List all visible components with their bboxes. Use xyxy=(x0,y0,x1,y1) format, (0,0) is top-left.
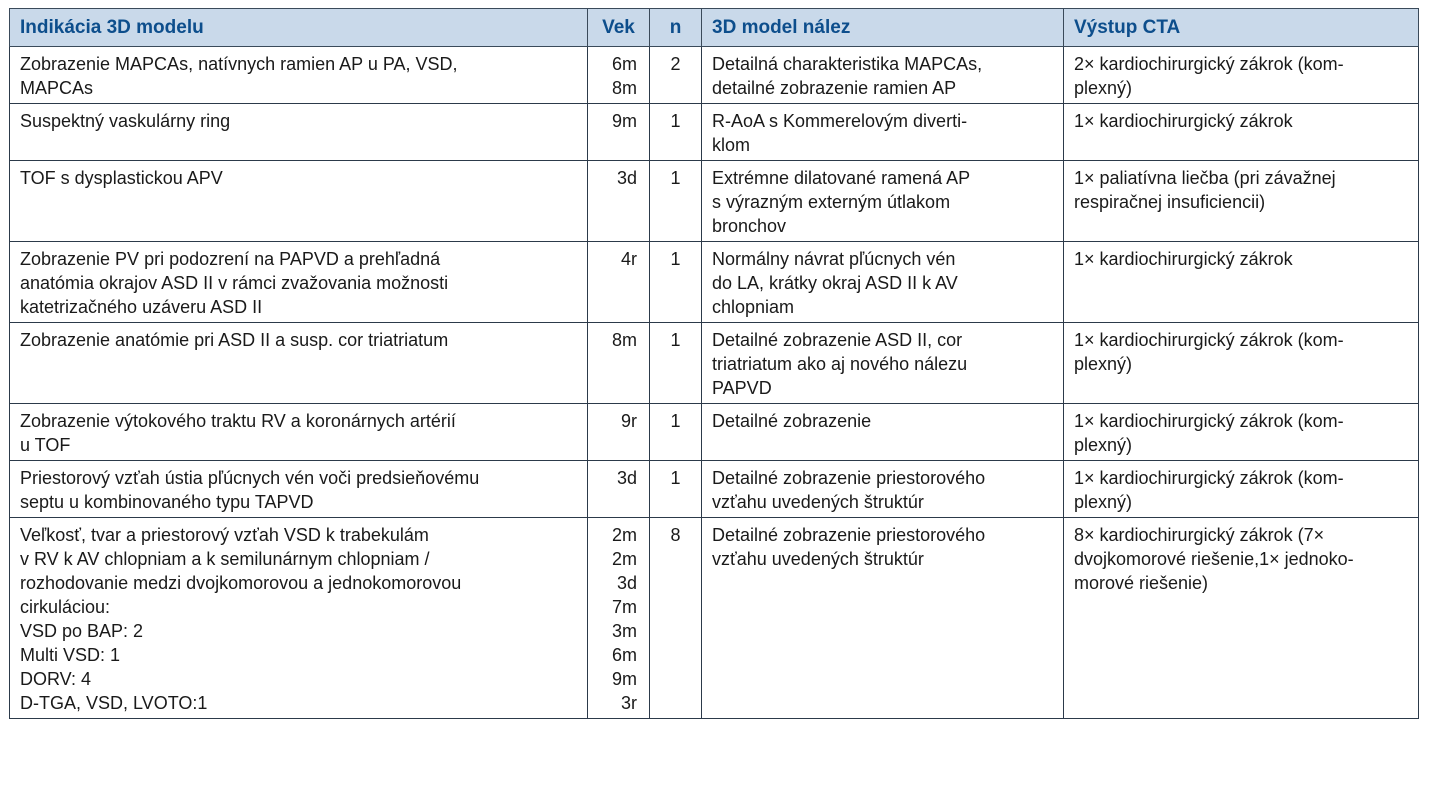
table-header xyxy=(10,9,1419,47)
count-cell: 1 xyxy=(650,161,702,242)
indication-cell-line: DORV: 4 xyxy=(20,669,92,689)
indication-cell-line: Zobrazenie anatómie pri ASD II a susp. cor triatriatum xyxy=(20,330,449,350)
finding-cell-line: Detailná charakteristika MAPCAs, xyxy=(712,54,983,74)
output-cell-line: morové riešenie) xyxy=(1074,573,1209,593)
age-cell xyxy=(588,161,650,242)
indication-cell-line: Zobrazenie MAPCAs, natívnych ramien AP u PA, VSD, xyxy=(20,54,458,74)
age-cell-line: 3d xyxy=(616,468,637,488)
finding-cell-line: Detailné zobrazenie xyxy=(712,411,872,431)
indication-cell-line: D-TGA, VSD, LVOTO:1 xyxy=(20,693,208,713)
indication-cell xyxy=(10,323,588,404)
indication-cell xyxy=(10,404,588,461)
finding-cell xyxy=(702,161,1064,242)
output-cell xyxy=(1064,104,1419,161)
output-cell-line: 1× kardiochirurgický zákrok (kom- xyxy=(1074,411,1344,431)
output-cell-line: plexný) xyxy=(1074,492,1133,512)
header-count: n xyxy=(650,9,702,47)
age-cell-line: 9m xyxy=(611,111,637,131)
indication-cell-line: katetrizačného uzáveru ASD II xyxy=(20,297,263,317)
age-cell xyxy=(588,323,650,404)
indication-cell-line: MAPCAs xyxy=(20,78,94,98)
finding-cell-line: Normálny návrat pľúcnych vén xyxy=(712,249,956,269)
indication-cell-line: septu u kombinovaného typu TAPVD xyxy=(20,492,314,512)
header-indication: Indikácia 3D modelu xyxy=(10,9,588,47)
age-cell-line: 6m xyxy=(611,54,637,74)
output-cell xyxy=(1064,461,1419,518)
indication-cell-line: rozhodovanie medzi dvojkomorovou a jednokomorovou xyxy=(20,573,462,593)
age-cell-line: 9r xyxy=(620,411,637,431)
age-cell-line: 6m xyxy=(611,645,637,665)
indication-cell-line: VSD po BAP: 2 xyxy=(20,621,144,641)
table-row xyxy=(10,242,1419,323)
finding-cell-line: do LA, krátky okraj ASD II k AV xyxy=(712,273,958,293)
finding-cell-line: detailné zobrazenie ramien AP xyxy=(712,78,957,98)
output-cell-line: 1× kardiochirurgický zákrok (kom- xyxy=(1074,330,1344,350)
finding-cell-line: Detailné zobrazenie ASD II, cor xyxy=(712,330,963,350)
age-cell-line: 3d xyxy=(616,168,637,188)
indication-cell-line: u TOF xyxy=(20,435,71,455)
indication-cell-line: Suspektný vaskulárny ring xyxy=(20,111,231,131)
age-cell-line: 9m xyxy=(611,669,637,689)
count-cell: 1 xyxy=(650,104,702,161)
age-cell xyxy=(588,404,650,461)
finding-cell-line: Detailné zobrazenie priestorového xyxy=(712,468,986,488)
table-row xyxy=(10,323,1419,404)
age-cell-line: 8m xyxy=(611,78,637,98)
header-cta-output: Výstup CTA xyxy=(1064,9,1419,47)
output-cell-line: 2× kardiochirurgický zákrok (kom- xyxy=(1074,54,1344,74)
age-cell-line: 3d xyxy=(616,573,637,593)
output-cell-line: 8× kardiochirurgický zákrok (7× xyxy=(1074,525,1325,545)
age-cell-line: 2m xyxy=(611,549,637,569)
finding-cell-line: vzťahu uvedených štruktúr xyxy=(712,492,924,512)
finding-cell-line: PAPVD xyxy=(712,378,772,398)
table-body xyxy=(10,47,1419,719)
count-cell: 1 xyxy=(650,461,702,518)
age-cell-line: 4r xyxy=(620,249,637,269)
cta-3d-model-table-container xyxy=(9,8,1418,719)
age-cell-line: 2m xyxy=(611,525,637,545)
count-cell: 1 xyxy=(650,404,702,461)
age-cell xyxy=(588,242,650,323)
header-row xyxy=(10,9,1419,47)
table-row xyxy=(10,161,1419,242)
output-cell-line: respiračnej insuficiencii) xyxy=(1074,192,1266,212)
output-cell-line: plexný) xyxy=(1074,78,1133,98)
count-cell: 8 xyxy=(650,518,702,719)
output-cell-line: 1× kardiochirurgický zákrok xyxy=(1074,249,1293,269)
table-row xyxy=(10,47,1419,104)
output-cell xyxy=(1064,242,1419,323)
cta-3d-model-table xyxy=(9,8,1419,719)
finding-cell-line: vzťahu uvedených štruktúr xyxy=(712,549,924,569)
output-cell xyxy=(1064,161,1419,242)
indication-cell xyxy=(10,104,588,161)
age-cell-line: 3m xyxy=(611,621,637,641)
finding-cell-line: triatriatum ako aj nového nálezu xyxy=(712,354,968,374)
header-3d-finding: 3D model nález xyxy=(702,9,1064,47)
indication-cell xyxy=(10,47,588,104)
count-cell: 2 xyxy=(650,47,702,104)
indication-cell xyxy=(10,461,588,518)
output-cell-line: plexný) xyxy=(1074,435,1133,455)
output-cell-line: dvojkomorové riešenie,1× jednoko- xyxy=(1074,549,1354,569)
finding-cell-line: R-AoA s Kommerelovým diverti- xyxy=(712,111,968,131)
age-cell xyxy=(588,47,650,104)
finding-cell xyxy=(702,323,1064,404)
finding-cell-line: Extrémne dilatované ramená AP xyxy=(712,168,971,188)
age-cell xyxy=(588,104,650,161)
count-cell: 1 xyxy=(650,242,702,323)
age-cell xyxy=(588,518,650,719)
finding-cell xyxy=(702,404,1064,461)
output-cell xyxy=(1064,47,1419,104)
age-cell xyxy=(588,461,650,518)
output-cell-line: 1× paliatívna liečba (pri závažnej xyxy=(1074,168,1336,188)
finding-cell-line: klom xyxy=(712,135,751,155)
age-cell-line: 3r xyxy=(620,693,637,713)
indication-cell-line: v RV k AV chlopniam a k semilunárnym chlopniam / xyxy=(20,549,430,569)
finding-cell xyxy=(702,47,1064,104)
indication-cell xyxy=(10,242,588,323)
finding-cell-line: Detailné zobrazenie priestorového xyxy=(712,525,986,545)
output-cell xyxy=(1064,518,1419,719)
table-row xyxy=(10,518,1419,719)
output-cell xyxy=(1064,404,1419,461)
indication-cell-line: Zobrazenie PV pri podozrení na PAPVD a prehľadná xyxy=(20,249,441,269)
age-cell-line: 7m xyxy=(611,597,637,617)
indication-cell-line: cirkuláciou: xyxy=(20,597,111,617)
finding-cell-line: bronchov xyxy=(712,216,787,236)
header-age: Vek xyxy=(588,9,650,47)
finding-cell xyxy=(702,242,1064,323)
age-cell-line: 8m xyxy=(611,330,637,350)
finding-cell xyxy=(702,461,1064,518)
indication-cell-line: Priestorový vzťah ústia pľúcnych vén voči predsieňovému xyxy=(20,468,480,488)
indication-cell-line: Veľkosť, tvar a priestorový vzťah VSD k trabekulám xyxy=(20,525,429,545)
indication-cell xyxy=(10,518,588,719)
output-cell-line: 1× kardiochirurgický zákrok (kom- xyxy=(1074,468,1344,488)
output-cell xyxy=(1064,323,1419,404)
output-cell-line: plexný) xyxy=(1074,354,1133,374)
count-cell: 1 xyxy=(650,323,702,404)
table-row xyxy=(10,461,1419,518)
finding-cell-line: chlopniam xyxy=(712,297,795,317)
indication-cell-line: Zobrazenie výtokového traktu RV a koronárnych artérií xyxy=(20,411,456,431)
indication-cell-line: anatómia okrajov ASD II v rámci zvažovania možnosti xyxy=(20,273,449,293)
finding-cell-line: s výrazným externým útlakom xyxy=(712,192,951,212)
table-row xyxy=(10,404,1419,461)
table-row xyxy=(10,104,1419,161)
indication-cell-line: Multi VSD: 1 xyxy=(20,645,121,665)
indication-cell-line: TOF s dysplastickou APV xyxy=(20,168,223,188)
output-cell-line: 1× kardiochirurgický zákrok xyxy=(1074,111,1293,131)
indication-cell xyxy=(10,161,588,242)
finding-cell xyxy=(702,104,1064,161)
finding-cell xyxy=(702,518,1064,719)
